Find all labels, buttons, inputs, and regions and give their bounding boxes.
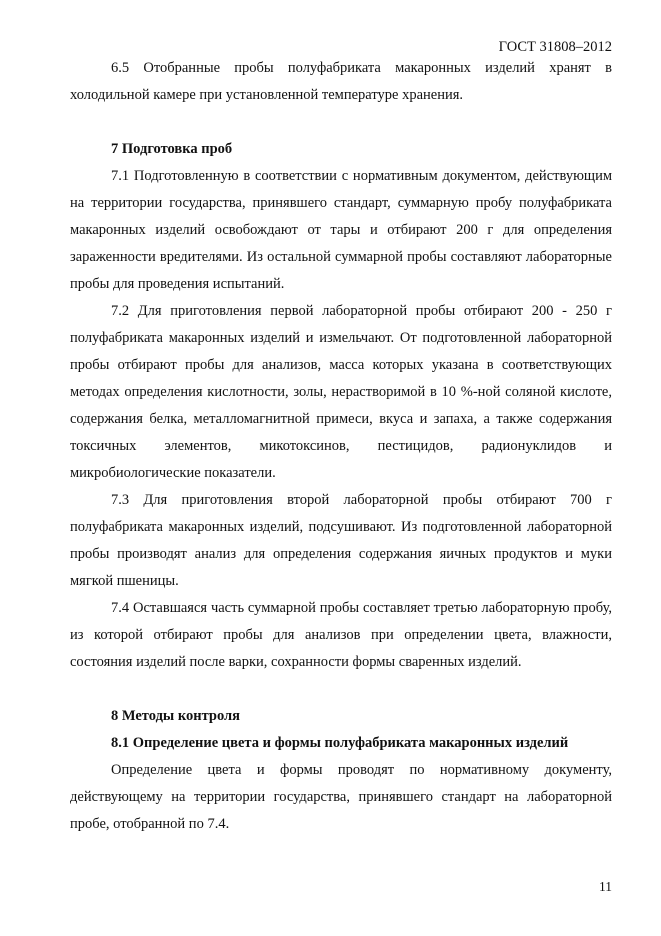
section-7-heading: 7 Подготовка проб	[111, 141, 233, 157]
document-body	[70, 55, 612, 838]
document-id-header: ГОСТ 31808–2012	[498, 39, 612, 55]
spacer	[70, 676, 612, 703]
section-8-heading: 8 Методы контроля	[111, 708, 241, 724]
page-number: 11	[599, 879, 612, 894]
paragraph-7-1: 7.1 Подготовленную в соответствии с нормативным документом, действующим на территории государства, принявшего стандарт, суммарную пробу полуфабриката макаронных изделий освобождают от тары и отбирают 200 г для определения зараженности вредителями. Из остальной суммарной пробы составляют лабораторные пробы для проведения испытаний.	[70, 168, 612, 292]
paragraph-8-1: Определение цвета и формы проводят по нормативному документу, действующему на территории государства, принявшего стандарт на лабораторной пробе, отобранной по 7.4.	[70, 762, 612, 832]
subsection-8-1-heading: 8.1 Определение цвета и формы полуфабриката макаронных изделий	[111, 735, 569, 751]
spacer	[70, 109, 612, 136]
paragraph-7-2: 7.2 Для приготовления первой лабораторной пробы отбирают 200 - 250 г полуфабриката макаронных изделий и измельчают. От подготовленной лабораторной пробы отбирают пробы для анализов, масса которых указана в соответствующих методах определения кислотности, золы, нерастворимой в 10 %-ной соляной кислоте, содержания белка, металломагнитной примеси, вкуса и запаха, а также содержания токсичных элементов, микотоксинов, пестицидов, радионуклидов и микробиологические показатели.	[70, 303, 612, 481]
paragraph-7-4: 7.4 Оставшаяся часть суммарной пробы составляет третью лабораторную пробу, из которой отбирают пробы для анализов при определении цвета, влажности, состояния изделий после варки, сохранности формы сваренных изделий.	[70, 600, 612, 670]
paragraph-7-3: 7.3 Для приготовления второй лабораторной пробы отбирают 700 г полуфабриката макаронных изделий, подсушивают. Из подготовленной лабораторной пробы производят анализ для определения содержания яичных продуктов и муки мягкой пшеницы.	[70, 492, 612, 589]
paragraph-6-5: 6.5 Отобранные пробы полуфабриката макаронных изделий хранят в холодильной камере при установленной температуре хранения.	[70, 60, 612, 103]
